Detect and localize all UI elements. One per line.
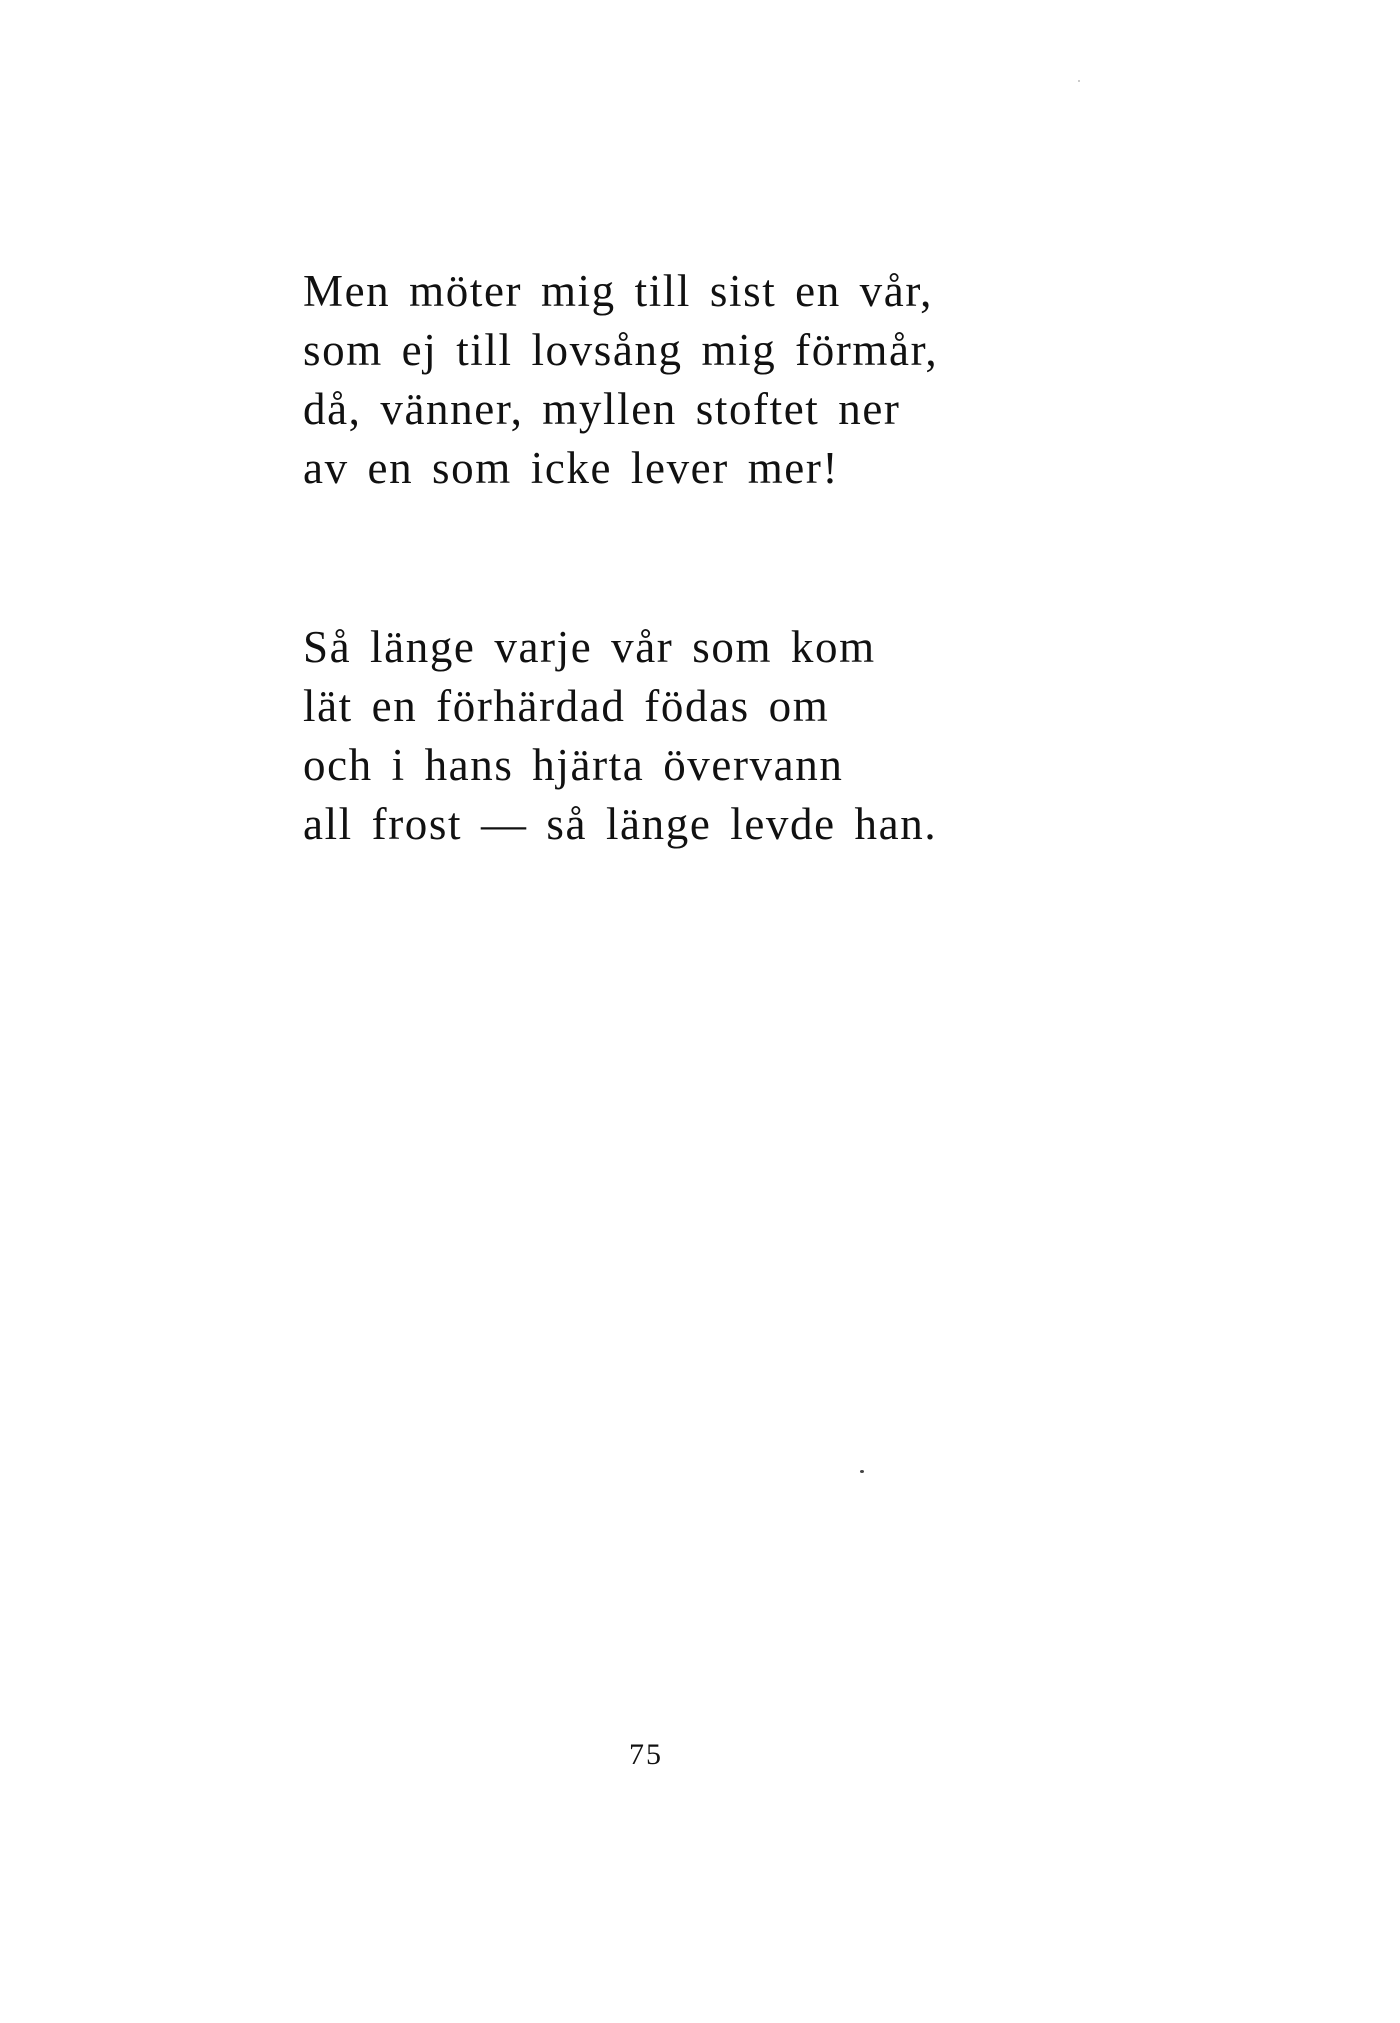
page-number: 75 xyxy=(629,1738,663,1771)
verse-line: och i hans hjärta övervann xyxy=(303,740,844,790)
verse-line: all frost — så länge levde han. xyxy=(303,799,938,849)
scan-speck xyxy=(860,1470,864,1473)
verse-line: då, vänner, myllen stoftet ner xyxy=(303,384,901,434)
verse-line: Men möter mig till sist en vår, xyxy=(303,266,933,316)
verse-line: som ej till lovsång mig förmår, xyxy=(303,325,939,375)
stanza-2 xyxy=(303,618,937,854)
verse-line: Så länge varje vår som kom xyxy=(303,622,876,672)
verse-line: av en som icke lever mer! xyxy=(303,443,840,493)
verse-line: lät en förhärdad födas om xyxy=(303,681,830,731)
stanza-1 xyxy=(303,262,938,498)
scan-speck xyxy=(1078,80,1080,82)
